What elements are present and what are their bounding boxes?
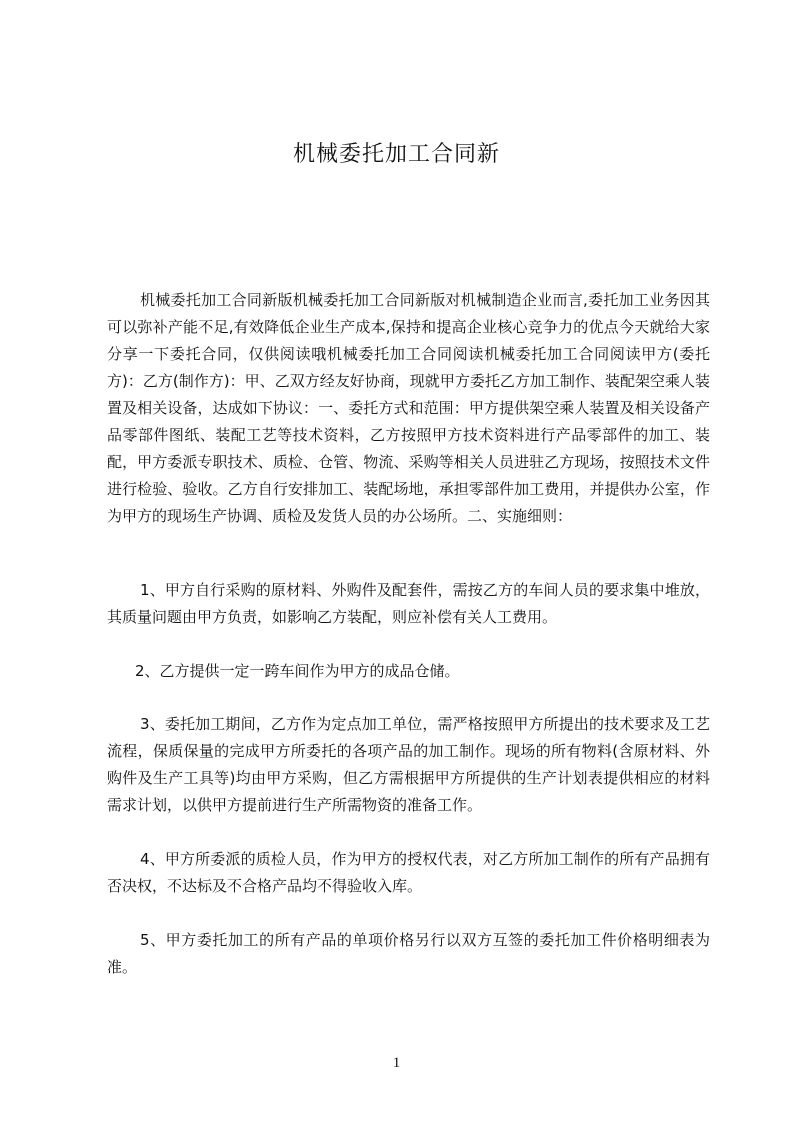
paragraph-item-2: 2、乙方提供一定一跨车间作为甲方的成品仓储。: [135, 662, 460, 680]
paragraph-item-5: 5、甲方委托加工的所有产品的单项价格另行以双方互签的委托加工件价格明细表为准。: [107, 931, 710, 976]
paragraph-item-4: 4、甲方所委派的质检人员，作为甲方的授权代表，对乙方所加工制作的所有产品拥有否决权，不达标及不合格产品均不得验收入库。: [107, 850, 710, 895]
page-number: 1: [392, 1055, 401, 1071]
paragraph-intro: 机械委托加工合同新版机械委托加工合同新版对机械制造企业而言,委托加工业务因其可以弥补产能不足,有效降低企业生产成本,保持和提高企业核心竞争力的优点今天就给大家分享一下委托合同，仅供阅读哦机械委托加工合同阅读机械委托加工合同阅读甲方(委托方)：乙方(制作方)：甲、乙双方经友好协商，现就甲方委托乙方加工制作、装配架空乘人装置及相关设备，达成如下协议：一、委托方式和范围：甲方提供架空乘人装置及相关设备产品零部件图纸、装配工艺等技术资料，乙方按照甲方技术资料进行产品零部件的加工、装配，甲方委派专职技术、质检、仓管、物流、采购等相关人员进驻乙方现场，按照技术文件进行检验、验收。乙方自行安排加工、装配场地，承担零部件加工费用，并提供办公室，作为甲方的现场生产协调、质检及发货人员的办公场所。二、实施细则：: [107, 291, 710, 525]
paragraph-item-1: 1、甲方自行采购的原材料、外购件及配套件，需按乙方的车间人员的要求集中堆放，其质量问题由甲方负责，如影响乙方装配，则应补偿有关人工费用。: [107, 581, 710, 626]
document-title: 机械委托加工合同新: [292, 142, 500, 167]
paragraph-item-3: 3、委托加工期间，乙方作为定点加工单位，需严格按照甲方所提出的技术要求及工艺流程，保质保量的完成甲方所委托的各项产品的加工制作。现场的所有物料(含原材料、外购件及生产工具等)均由甲方采购，但乙方需根据甲方所提供的生产计划表提供相应的材料需求计划，以供甲方提前进行生产所需物资的准备工作。: [107, 715, 710, 814]
